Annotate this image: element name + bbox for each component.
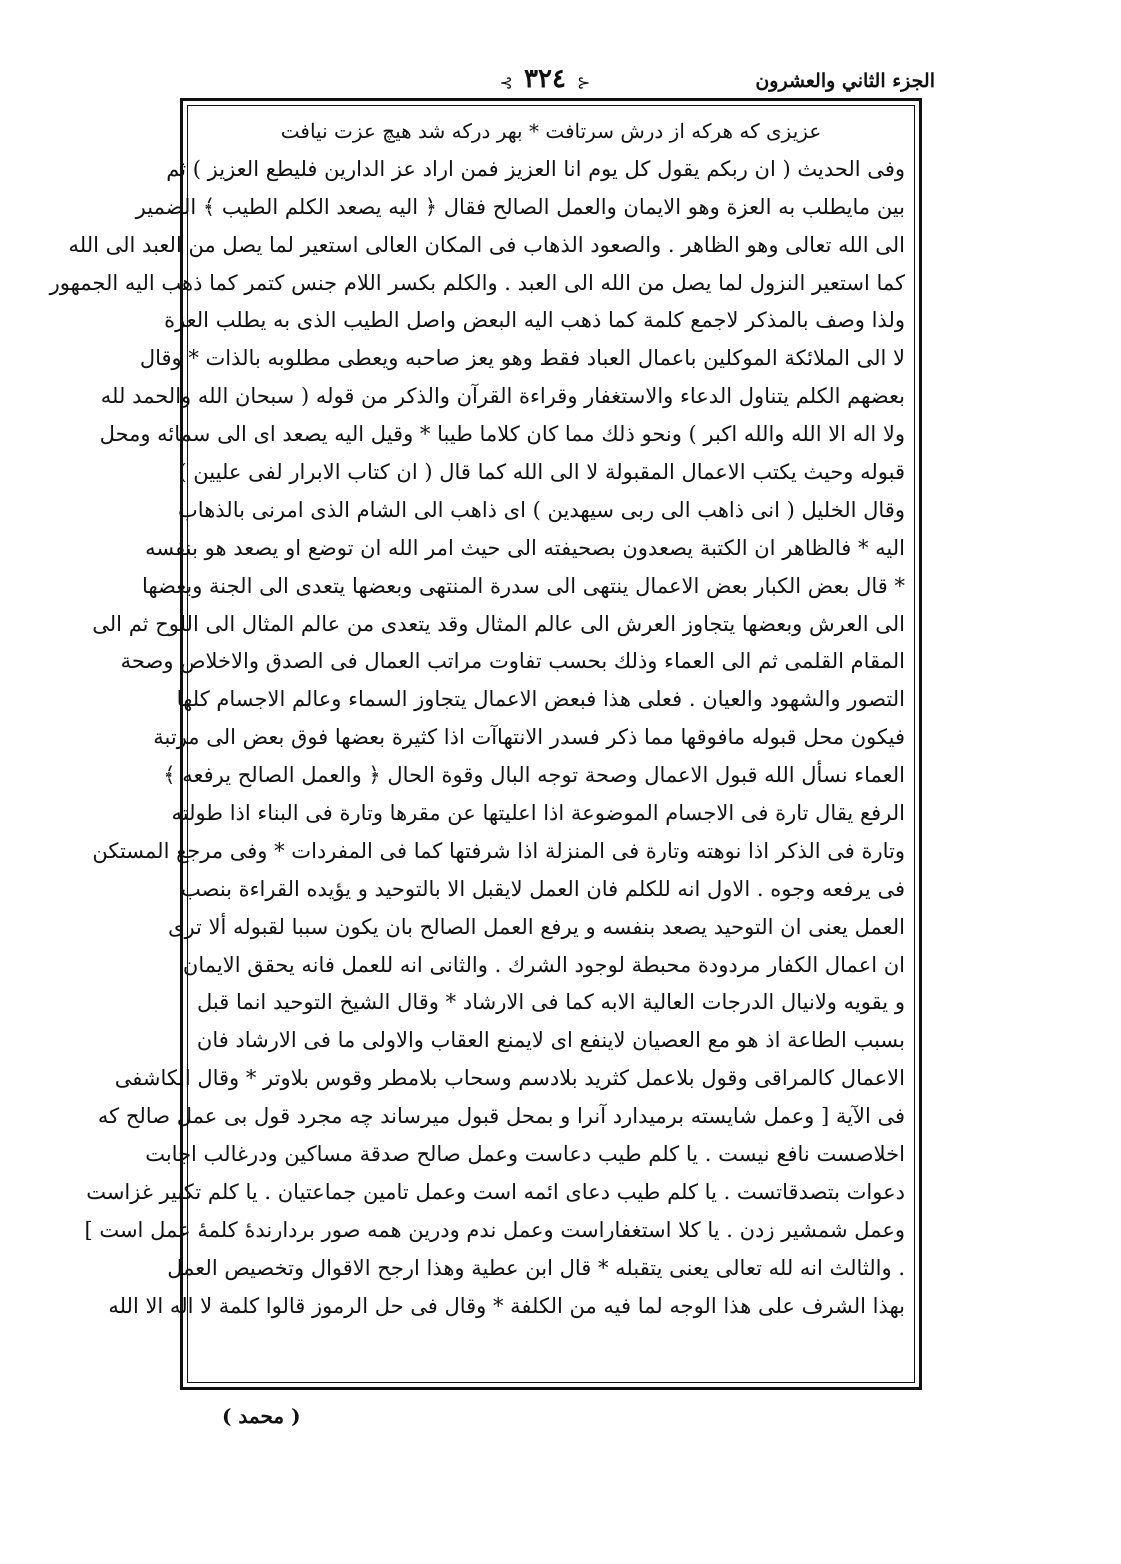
text-line: . والثالث انه لله تعالى يعنى يتقبله * قال ابن عطية وهذا ارجح الاقوال وتخصيص العمل: [167, 1255, 905, 1280]
text-line: دعوات بتصدقاتست . يا كلم طيب دعاى ائمه است وعمل تامين جماعتيان . يا كلم تكبير غزاست: [86, 1179, 905, 1204]
text-line: العماء نسأل الله قبول الاعمال وصحة توجه البال وقوة الحال ﴿ والعمل الصالح يرفعه ﴾: [163, 763, 905, 788]
text-line: فيكون محل قبوله مافوقها مما ذكر فسدر الانتهاآت اذا كثيرة بعضها فوق بعض الى مرتبة: [153, 725, 905, 750]
text-line: بسبب الطاعة اذ هو مع العصيان لاينفع اى لايمنع العقاب والاولى ما فى الارشاد فان: [196, 1028, 905, 1053]
page-number: ٣٢٤: [524, 64, 566, 94]
ornament-left-icon: ⊰: [499, 73, 513, 92]
text-line: وفى الحديث ( ان ربكم يقول كل يوم انا العزيز فمن اراد عز الدارين فليطع العزيز ) ثم: [166, 156, 905, 181]
text-line: * قال بعض الكبار بعض الاعمال ينتهى الى سدرة المنتهى وبعضها يتعدى الى الجنة وبعضها: [141, 573, 905, 598]
text-line: الاعمال كالمراقى وقول بلاعمل كثريد بلادسم وسحاب بلامطر وقوس بلاوتر * وقال الكاشفى: [114, 1066, 905, 1091]
text-line: وقال الخليل ( انى ذاهب الى ربى سيهدين ) اى ذاهب الى الشام الذى امرنى بالذهاب: [178, 497, 905, 522]
verse-line: عزيزى كه هركه از درش سرتافت * بهر دركه شد هيچ عزت نيافت: [280, 119, 822, 143]
catchword: ( محمد ): [222, 1404, 301, 1428]
ornament-right-icon: ⊱: [577, 73, 591, 92]
text-line: كما استعير النزول لما يصل من الله الى العبد . والكلم بكسر اللام جنس كتمر كما ذهب اليه الجمهور: [49, 270, 905, 295]
text-line: التصور والشهود والعيان . فعلى هذا فبعض الاعمال يتجاوز السماء وعالم الاجسام كلها: [176, 687, 905, 712]
text-line: وعمل شمشير زدن . يا كلا استغفاراست وعمل ندم ودرين همه صور بردارندۀ كلمۀ عمل است ]: [84, 1217, 905, 1242]
text-line: فى يرفعه وجوه . الاول انه للكلم فان العمل لايقبل الا بالتوحيد و يؤيده القراءة بنصب: [180, 876, 905, 901]
body-text: [49, 113, 905, 1326]
text-line: وتارة فى الذكر اذا نوهته وتارة فى المنزلة اذا شرفتها كما فى المفردات * وفى مرجع المستكن: [92, 838, 905, 863]
text-line: اليه * فالظاهر ان الكتبة يصعدون بصحيفته الى حيث امر الله ان توضع او يصعد هو بنفسه: [145, 535, 905, 560]
page-number-group: [470, 64, 620, 94]
text-line: لا الى الملائكة الموكلين باعمال العباد فقط وهو يعز صاحبه ويعطى مطلوبه بالذات * وقال: [139, 346, 905, 371]
text-line: ولا اله الا الله والله اكبر ) ونحو ذلك مما كان كلاما طيبا * وقيل اليه يصعد اى الى سمائه ومحل: [99, 422, 905, 447]
text-line: و يقويه ولانيال الدرجات العالية الابه كما فى الارشاد * وقال الشيخ التوحيد انما قبل: [197, 990, 905, 1015]
text-line: المقام القلمى ثم الى العماء وذلك بحسب تفاوت مراتب العمال فى الصدق والاخلاص وصحة: [120, 649, 905, 674]
text-line: بعضهم الكلم يتناول الدعاء والاستغفار وقراءة القرآن والذكر من قوله ( سبحان الله والحمد لله: [100, 384, 905, 409]
text-line: الرفع يقال تارة فى الاجسام الموضوعة اذا اعليتها عن مقرها وتارة فى البناء اذا طولته: [171, 801, 905, 826]
text-line: ولذا وصف بالمذكر لاجمع كلمة كما ذهب اليه البعض واصل الطيب الذى به يطلب العزة: [164, 308, 905, 333]
text-line: ان اعمال الكفار مردودة محبطة لوجود الشرك . والثانى انه للعمل فانه يحقق الايمان: [182, 952, 905, 977]
text-line: بين مايطلب به العزة وهو الايمان والعمل الصالح فقال ﴿ اليه يصعد الكلم الطيب ﴾ الضمير: [135, 194, 905, 219]
text-line: اخلاصست نافع نيست . يا كلم طيب دعاست وعمل صالح صدقة مساكين ودرغالب اجابت: [145, 1142, 905, 1167]
running-title: الجزء الثاني والعشرون: [755, 70, 935, 92]
text-line: الى العرش وبعضها يتجاوز العرش الى عالم المثال وقد يتعدى من عالم المثال الى اللوح ثم الى: [92, 611, 905, 636]
text-line: العمل يعنى ان التوحيد يصعد بنفسه و يرفع العمل الصالح بان يكون سببا لقبوله ألا ترى: [168, 914, 905, 939]
page-header: [180, 62, 935, 102]
text-line: قبوله وحيث يكتب الاعمال المقبولة لا الى الله كما قال ( ان كتاب الابرار لفى عليين ): [178, 460, 905, 485]
text-line: فى الآية [ وعمل شايسته برميدارد آنرا و بمحل قبول ميرساند چه مجرد قول بى عمل صالح كه: [97, 1104, 905, 1129]
text-frame: [49, 98, 922, 1390]
text-line: بهذا الشرف على هذا الوجه لما فيه من الكلفة * وقال فى حل الرموز قالوا كلمة لا اله الا الله: [108, 1293, 905, 1318]
text-line: الى الله تعالى وهو الظاهر . والصعود الذهاب فى المكان العالى استعير لما يصل من العبد الى الله: [68, 232, 905, 257]
